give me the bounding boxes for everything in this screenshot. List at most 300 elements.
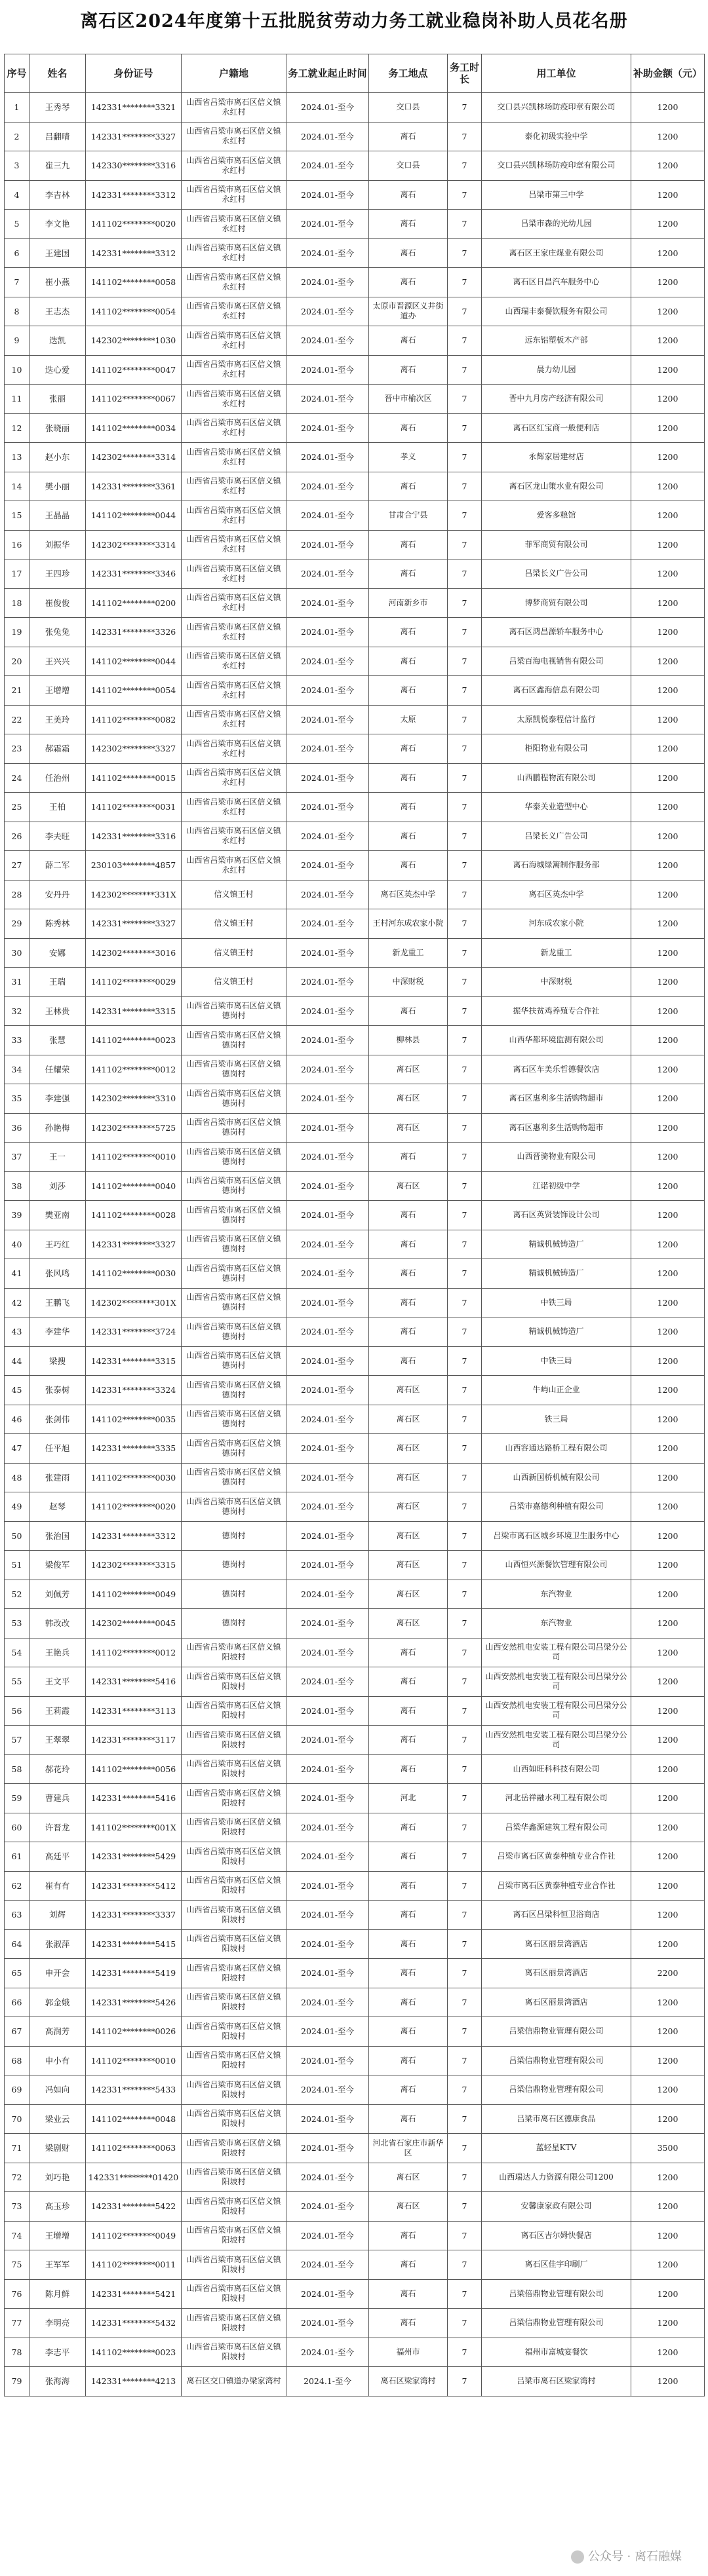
cell-subsidy: 1200: [631, 1346, 705, 1376]
table-header-row: [5, 54, 705, 93]
cell-id-number: 142302********301X: [86, 1288, 182, 1317]
cell-work-period: 2024.01-至今: [286, 2250, 369, 2280]
cell-id-number: 142331********3315: [86, 996, 182, 1026]
cell-id-number: 141102********0026: [86, 2017, 182, 2047]
cell-work-period: 2024.01-至今: [286, 1405, 369, 1434]
cell-duration: 7: [448, 734, 482, 764]
cell-name: 李文艳: [30, 210, 86, 239]
cell-id-number: 141102********0200: [86, 588, 182, 618]
table-row: [5, 2104, 705, 2134]
cell-work-place: 离石: [369, 1288, 448, 1317]
cell-index: 20: [5, 647, 30, 676]
cell-index: 45: [5, 1376, 30, 1405]
cell-work-period: 2024.01-至今: [286, 851, 369, 881]
cell-index: 72: [5, 2163, 30, 2192]
cell-index: 5: [5, 210, 30, 239]
cell-work-period: 2024.01-至今: [286, 1521, 369, 1551]
table-row: [5, 2221, 705, 2250]
cell-household: 山西省吕梁市离石区信义镇德岗村: [182, 1434, 286, 1464]
cell-duration: 7: [448, 122, 482, 151]
cell-duration: 7: [448, 676, 482, 706]
cell-name: 樊亚南: [30, 1201, 86, 1230]
cell-work-period: 2024.01-至今: [286, 938, 369, 968]
cell-index: 68: [5, 2046, 30, 2075]
cell-duration: 7: [448, 1551, 482, 1580]
table-row: [5, 676, 705, 706]
cell-index: 22: [5, 705, 30, 734]
cell-employer: 中深财税: [482, 968, 631, 997]
cell-work-place: 离石: [369, 2017, 448, 2047]
cell-work-period: 2024.01-至今: [286, 1959, 369, 1988]
cell-name: 任耀荣: [30, 1055, 86, 1084]
cell-employer: 山西安然机电安装工程有限公司吕梁分公司: [482, 1638, 631, 1667]
cell-id-number: 141102********0054: [86, 676, 182, 706]
cell-subsidy: 1200: [631, 180, 705, 210]
cell-work-period: 2024.01-至今: [286, 1813, 369, 1842]
cell-index: 61: [5, 1842, 30, 1872]
cell-employer: 吕梁市第三中学: [482, 180, 631, 210]
table-row: [5, 1580, 705, 1609]
cell-work-place: 离石: [369, 355, 448, 385]
cell-duration: 7: [448, 1638, 482, 1667]
cell-work-period: 2024.01-至今: [286, 793, 369, 822]
cell-household: 山西省吕梁市离石区信义镇阳坡村: [182, 1871, 286, 1901]
cell-subsidy: 1200: [631, 618, 705, 647]
cell-duration: 7: [448, 2134, 482, 2163]
cell-id-number: 141102********0049: [86, 2221, 182, 2250]
cell-index: 36: [5, 1113, 30, 1143]
cell-household: 信义镇王村: [182, 880, 286, 909]
cell-duration: 7: [448, 1434, 482, 1464]
cell-index: 65: [5, 1959, 30, 1988]
cell-index: 60: [5, 1813, 30, 1842]
cell-duration: 7: [448, 968, 482, 997]
cell-work-period: 2024.01-至今: [286, 1726, 369, 1755]
cell-employer: 离石区吕梁科恒卫浴商店: [482, 1901, 631, 1930]
cell-household: 山西省吕梁市离石区信义镇德岗村: [182, 1113, 286, 1143]
table-row: [5, 1988, 705, 2017]
cell-work-place: 离石: [369, 1259, 448, 1289]
cell-employer: 中铁三局: [482, 1288, 631, 1317]
cell-id-number: 142331********4213: [86, 2367, 182, 2396]
cell-work-place: 离石: [369, 851, 448, 881]
cell-duration: 7: [448, 1201, 482, 1230]
table-row: [5, 2367, 705, 2396]
cell-index: 30: [5, 938, 30, 968]
cell-index: 73: [5, 2192, 30, 2222]
cell-work-place: 离石: [369, 1842, 448, 1872]
cell-work-place: 离石: [369, 2104, 448, 2134]
cell-index: 16: [5, 530, 30, 559]
cell-employer: 晋中九月房产经济有限公司: [482, 385, 631, 414]
cell-subsidy: 1200: [631, 793, 705, 822]
cell-id-number: 142331********3113: [86, 1696, 182, 1726]
cell-employer: 离石区英贤装饰设计公司: [482, 1201, 631, 1230]
cell-index: 9: [5, 326, 30, 356]
cell-name: 迭心爱: [30, 355, 86, 385]
table-row: [5, 1026, 705, 1055]
cell-id-number: 142331********5433: [86, 2075, 182, 2105]
cell-employer: 吕梁华鑫源建筑工程有限公司: [482, 1813, 631, 1842]
cell-employer: 振华扶贫鸡养殖专合作社: [482, 996, 631, 1026]
cell-household: 山西省吕梁市离石区信义镇永红村: [182, 793, 286, 822]
cell-subsidy: 1200: [631, 2279, 705, 2309]
cell-id-number: 142331********3724: [86, 1317, 182, 1347]
cell-name: 王莉霞: [30, 1696, 86, 1726]
cell-name: 王文平: [30, 1667, 86, 1697]
header-household: 户籍地: [182, 54, 286, 93]
cell-name: 申小有: [30, 2046, 86, 2075]
cell-household: 山西省吕梁市离石区信义镇德岗村: [182, 1259, 286, 1289]
cell-work-place: 离石: [369, 180, 448, 210]
cell-work-place: 离石: [369, 268, 448, 297]
cell-work-period: 2024.01-至今: [286, 1055, 369, 1084]
cell-name: 王林贵: [30, 996, 86, 1026]
cell-duration: 7: [448, 1929, 482, 1959]
cell-work-period: 2024.01-至今: [286, 1696, 369, 1726]
cell-employer: 山西如旺科科技有限公司: [482, 1754, 631, 1784]
cell-id-number: 141102********0030: [86, 1259, 182, 1289]
cell-work-period: 2024.01-至今: [286, 734, 369, 764]
cell-index: 51: [5, 1551, 30, 1580]
cell-id-number: 141102********0031: [86, 793, 182, 822]
cell-name: 王增增: [30, 676, 86, 706]
cell-name: 安娜: [30, 938, 86, 968]
cell-employer: 吕梁市离石区城乡环境卫生服务中心: [482, 1521, 631, 1551]
cell-work-period: 2024.1-至今: [286, 2367, 369, 2396]
cell-employer: 山西恒兴源餐饮管理有限公司: [482, 1551, 631, 1580]
cell-work-period: 2024.01-至今: [286, 1376, 369, 1405]
cell-index: 46: [5, 1405, 30, 1434]
cell-household: 信义镇王村: [182, 938, 286, 968]
table-row: [5, 559, 705, 589]
cell-duration: 7: [448, 501, 482, 531]
cell-work-place: 离石: [369, 647, 448, 676]
cell-index: 57: [5, 1726, 30, 1755]
cell-id-number: 142331********3316: [86, 822, 182, 851]
cell-name: 刘佩芳: [30, 1580, 86, 1609]
cell-work-place: 离石: [369, 1638, 448, 1667]
cell-id-number: 142302********3314: [86, 443, 182, 472]
cell-subsidy: 1200: [631, 210, 705, 239]
cell-work-period: 2024.01-至今: [286, 588, 369, 618]
cell-subsidy: 1200: [631, 559, 705, 589]
cell-employer: 吕梁倍鼎物业管理有限公司: [482, 2279, 631, 2309]
table-row: [5, 996, 705, 1026]
cell-subsidy: 1200: [631, 501, 705, 531]
cell-duration: 7: [448, 1813, 482, 1842]
cell-work-place: 离石区: [369, 1084, 448, 1114]
cell-work-place: 离石: [369, 238, 448, 268]
cell-duration: 7: [448, 210, 482, 239]
table-row: [5, 851, 705, 881]
cell-employer: 爱客多粮馆: [482, 501, 631, 531]
cell-index: 74: [5, 2221, 30, 2250]
cell-subsidy: 1200: [631, 385, 705, 414]
cell-index: 64: [5, 1929, 30, 1959]
cell-subsidy: 1200: [631, 1726, 705, 1755]
table-row: [5, 618, 705, 647]
table-row: [5, 2017, 705, 2047]
cell-employer: 中铁三局: [482, 1346, 631, 1376]
cell-name: 梁剧财: [30, 2134, 86, 2163]
cell-subsidy: 1200: [631, 647, 705, 676]
cell-duration: 7: [448, 2192, 482, 2222]
cell-name: 刘辉: [30, 1901, 86, 1930]
cell-household: 山西省吕梁市离石区信义镇永红村: [182, 93, 286, 123]
cell-subsidy: 1200: [631, 1667, 705, 1697]
cell-index: 23: [5, 734, 30, 764]
cell-work-period: 2024.01-至今: [286, 443, 369, 472]
cell-work-period: 2024.01-至今: [286, 1288, 369, 1317]
cell-subsidy: 1200: [631, 1580, 705, 1609]
cell-employer: 离石区龙山策水业有限公司: [482, 472, 631, 501]
cell-id-number: 141102********0011: [86, 2250, 182, 2280]
cell-work-period: 2024.01-至今: [286, 618, 369, 647]
cell-work-period: 2024.01-至今: [286, 355, 369, 385]
cell-work-period: 2024.01-至今: [286, 1551, 369, 1580]
cell-household: 山西省吕梁市离石区信义镇永红村: [182, 851, 286, 881]
cell-employer: 离石区丽景湾酒店: [482, 1929, 631, 1959]
cell-work-period: 2024.01-至今: [286, 385, 369, 414]
cell-duration: 7: [448, 1492, 482, 1522]
cell-employer: 离石区车美乐哲德餐饮店: [482, 1055, 631, 1084]
cell-subsidy: 1200: [631, 1754, 705, 1784]
cell-duration: 7: [448, 1288, 482, 1317]
table-row: [5, 1346, 705, 1376]
cell-index: 69: [5, 2075, 30, 2105]
cell-employer: 离石区英杰中学: [482, 880, 631, 909]
cell-duration: 7: [448, 1988, 482, 2017]
cell-household: 山西省吕梁市离石区信义镇永红村: [182, 822, 286, 851]
cell-index: 8: [5, 297, 30, 326]
cell-work-period: 2024.01-至今: [286, 1113, 369, 1143]
cell-work-place: 离石: [369, 1230, 448, 1259]
table-row: [5, 1405, 705, 1434]
cell-work-period: 2024.01-至今: [286, 1754, 369, 1784]
cell-employer: 安馨康家政有限公司: [482, 2192, 631, 2222]
cell-work-place: 孝义: [369, 443, 448, 472]
cell-name: 张慧: [30, 1026, 86, 1055]
cell-subsidy: 1200: [631, 1230, 705, 1259]
cell-index: 39: [5, 1201, 30, 1230]
cell-duration: 7: [448, 1959, 482, 1988]
cell-name: 李志平: [30, 2338, 86, 2367]
cell-subsidy: 1200: [631, 968, 705, 997]
cell-employer: 吕梁市嘉德利种植有限公司: [482, 1492, 631, 1522]
cell-name: 张晓丽: [30, 413, 86, 443]
table-row: [5, 530, 705, 559]
cell-employer: 吕梁市离石区德康食品: [482, 2104, 631, 2134]
cell-subsidy: 1200: [631, 822, 705, 851]
cell-work-place: 离石区梁家湾村: [369, 2367, 448, 2396]
cell-household: 山西省吕梁市离石区信义镇德岗村: [182, 996, 286, 1026]
cell-index: 58: [5, 1754, 30, 1784]
cell-index: 79: [5, 2367, 30, 2396]
cell-employer: 精诚机械铸造厂: [482, 1259, 631, 1289]
cell-work-period: 2024.01-至今: [286, 472, 369, 501]
cell-index: 6: [5, 238, 30, 268]
cell-household: 山西省吕梁市离石区信义镇阳坡村: [182, 2338, 286, 2367]
table-row: [5, 1492, 705, 1522]
cell-household: 山西省吕梁市离石区信义镇德岗村: [182, 1171, 286, 1201]
cell-duration: 7: [448, 559, 482, 589]
cell-duration: 7: [448, 151, 482, 181]
cell-household: 山西省吕梁市离石区信义镇永红村: [182, 705, 286, 734]
cell-household: 山西省吕梁市离石区信义镇永红村: [182, 268, 286, 297]
cell-employer: 吕梁市离石区黄泰种植专业合作社: [482, 1871, 631, 1901]
cell-subsidy: 1200: [631, 297, 705, 326]
cell-work-place: 离石: [369, 618, 448, 647]
cell-name: 王瑞: [30, 968, 86, 997]
table-row: [5, 443, 705, 472]
cell-employer: 博梦商贸有限公司: [482, 588, 631, 618]
cell-id-number: 142331********3321: [86, 93, 182, 123]
cell-id-number: 142331********5412: [86, 1871, 182, 1901]
cell-work-place: 离石: [369, 1667, 448, 1697]
table-row: [5, 1784, 705, 1813]
cell-index: 19: [5, 618, 30, 647]
table-row: [5, 1201, 705, 1230]
cell-work-period: 2024.01-至今: [286, 1026, 369, 1055]
cell-employer: 离石区丽景湾酒店: [482, 1959, 631, 1988]
cell-work-place: 新龙重工: [369, 938, 448, 968]
cell-work-period: 2024.01-至今: [286, 1929, 369, 1959]
cell-index: 53: [5, 1609, 30, 1638]
cell-work-period: 2024.01-至今: [286, 1317, 369, 1347]
watermark: [571, 2547, 682, 2564]
cell-duration: 7: [448, 2163, 482, 2192]
table-row: [5, 880, 705, 909]
cell-name: 张风鸣: [30, 1259, 86, 1289]
cell-subsidy: 1200: [631, 2250, 705, 2280]
cell-id-number: 142331********3315: [86, 1346, 182, 1376]
cell-work-place: 离石区: [369, 1113, 448, 1143]
cell-id-number: 142331********3326: [86, 618, 182, 647]
cell-name: 张海海: [30, 2367, 86, 2396]
cell-name: 孙艳梅: [30, 1113, 86, 1143]
cell-work-period: 2024.01-至今: [286, 1230, 369, 1259]
cell-employer: 吕梁信鼎物业管理有限公司: [482, 2075, 631, 2105]
cell-subsidy: 1200: [631, 2075, 705, 2105]
cell-duration: 7: [448, 1171, 482, 1201]
cell-name: 梁搜: [30, 1346, 86, 1376]
cell-work-place: 离石: [369, 1346, 448, 1376]
roster-table: [4, 54, 705, 2396]
cell-work-period: 2024.01-至今: [286, 880, 369, 909]
table-row: [5, 763, 705, 793]
cell-employer: 山西鹏程物流有限公司: [482, 763, 631, 793]
cell-id-number: 230103********4857: [86, 851, 182, 881]
cell-work-place: 离石: [369, 559, 448, 589]
cell-subsidy: 1200: [631, 1551, 705, 1580]
cell-name: 张剑伟: [30, 1405, 86, 1434]
cell-work-period: 2024.01-至今: [286, 559, 369, 589]
cell-name: 薛二军: [30, 851, 86, 881]
table-row: [5, 122, 705, 151]
cell-household: 山西省吕梁市离石区信义镇永红村: [182, 238, 286, 268]
cell-name: 任平旭: [30, 1434, 86, 1464]
cell-employer: 山西瑞丰泰餐饮服务有限公司: [482, 297, 631, 326]
cell-name: 王鹏飞: [30, 1288, 86, 1317]
cell-index: 13: [5, 443, 30, 472]
cell-employer: 吕梁信鼎物业管理有限公司: [482, 2309, 631, 2338]
cell-work-period: 2024.01-至今: [286, 413, 369, 443]
cell-index: 78: [5, 2338, 30, 2367]
cell-work-place: 离石: [369, 2075, 448, 2105]
cell-work-place: 离石: [369, 996, 448, 1026]
cell-household: 山西省吕梁市离石区信义镇阳坡村: [182, 1988, 286, 2017]
cell-work-place: 离石: [369, 1143, 448, 1172]
cell-subsidy: 1200: [631, 1405, 705, 1434]
cell-duration: 7: [448, 1463, 482, 1492]
cell-subsidy: 1200: [631, 151, 705, 181]
table-row: [5, 1288, 705, 1317]
cell-duration: 7: [448, 588, 482, 618]
cell-household: 山西省吕梁市离石区信义镇阳坡村: [182, 1784, 286, 1813]
cell-household: 山西省吕梁市离石区信义镇永红村: [182, 559, 286, 589]
cell-work-period: 2024.01-至今: [286, 1492, 369, 1522]
cell-household: 山西省吕梁市离石区信义镇德岗村: [182, 1201, 286, 1230]
cell-work-period: 2024.01-至今: [286, 676, 369, 706]
cell-subsidy: 1200: [631, 2046, 705, 2075]
cell-employer: 山西容通达路桥工程有限公司: [482, 1434, 631, 1464]
cell-id-number: 141102********0049: [86, 1580, 182, 1609]
cell-work-period: 2024.01-至今: [286, 2046, 369, 2075]
cell-employer: 太原凯悦泰程信计监行: [482, 705, 631, 734]
cell-duration: 7: [448, 2309, 482, 2338]
cell-household: 山西省吕梁市离石区信义镇阳坡村: [182, 1813, 286, 1842]
cell-subsidy: 1200: [631, 705, 705, 734]
cell-index: 67: [5, 2017, 30, 2047]
table-row: [5, 268, 705, 297]
cell-employer: 吕梁市离石区黄泰种植专业合作社: [482, 1842, 631, 1872]
cell-work-period: 2024.01-至今: [286, 1346, 369, 1376]
table-row: [5, 1667, 705, 1697]
cell-household: 山西省吕梁市离石区信义镇永红村: [182, 618, 286, 647]
cell-duration: 7: [448, 1084, 482, 1114]
cell-work-place: 离石区: [369, 1405, 448, 1434]
cell-index: 76: [5, 2279, 30, 2309]
cell-name: 赵琴: [30, 1492, 86, 1522]
cell-work-period: 2024.01-至今: [286, 2192, 369, 2222]
cell-id-number: 141102********0010: [86, 1143, 182, 1172]
cell-employer: 交口县兴凯林场防疫印章有限公司: [482, 93, 631, 123]
cell-work-period: 2024.01-至今: [286, 909, 369, 939]
cell-id-number: 142302********331X: [86, 880, 182, 909]
cell-employer: 菲军商贸有限公司: [482, 530, 631, 559]
cell-work-period: 2024.01-至今: [286, 1143, 369, 1172]
cell-work-place: 离石: [369, 2221, 448, 2250]
cell-household: 山西省吕梁市离石区信义镇阳坡村: [182, 2309, 286, 2338]
cell-id-number: 141102********0028: [86, 1201, 182, 1230]
cell-employer: 新龙重工: [482, 938, 631, 968]
cell-work-period: 2024.01-至今: [286, 647, 369, 676]
cell-subsidy: 1200: [631, 1259, 705, 1289]
cell-name: 迭凯: [30, 326, 86, 356]
cell-employer: 吕梁市森的光幼儿园: [482, 210, 631, 239]
table-row: [5, 297, 705, 326]
cell-household: 山西省吕梁市离石区信义镇永红村: [182, 385, 286, 414]
table-row: [5, 1113, 705, 1143]
cell-household: 山西省吕梁市离石区信义镇阳坡村: [182, 2221, 286, 2250]
cell-subsidy: 1200: [631, 1317, 705, 1347]
cell-index: 3: [5, 151, 30, 181]
cell-employer: 牛屿山正企业: [482, 1376, 631, 1405]
table-row: [5, 1376, 705, 1405]
cell-work-place: 柳林县: [369, 1026, 448, 1055]
cell-subsidy: 1200: [631, 1026, 705, 1055]
